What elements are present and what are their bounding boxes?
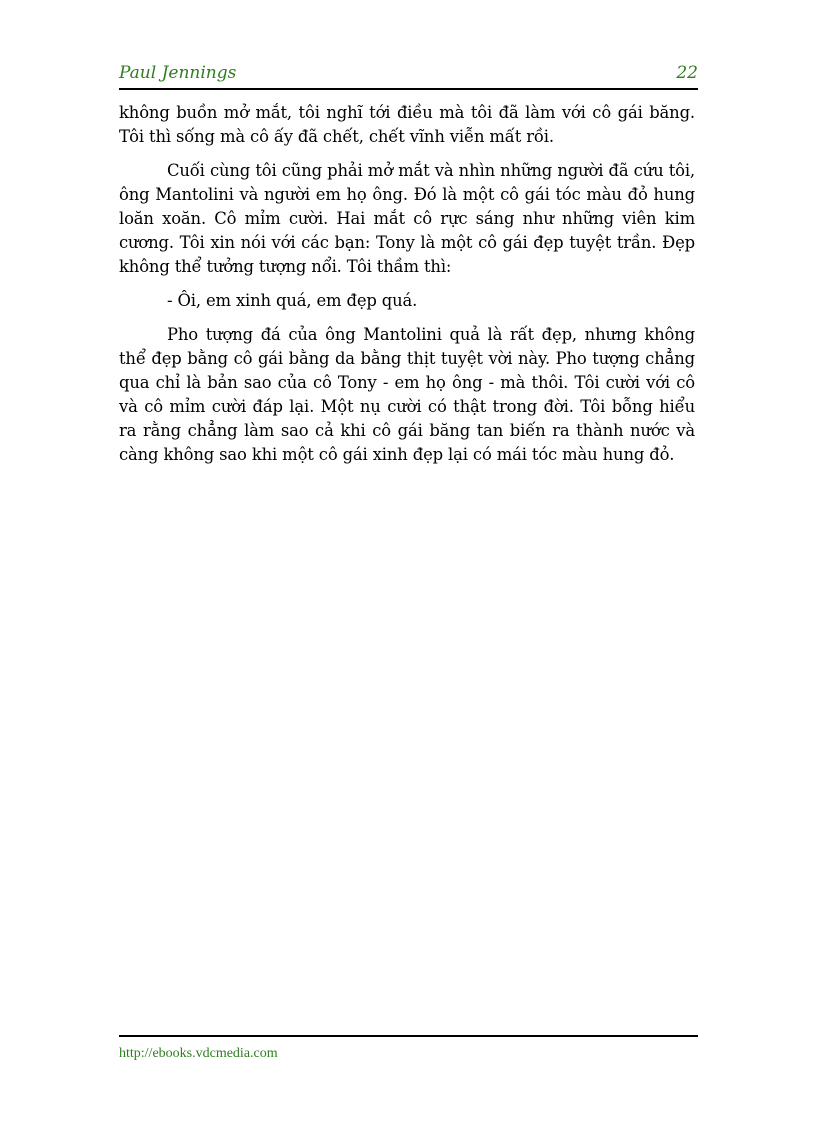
paragraph-1: không buồn mở mắt, tôi nghĩ tới điều mà tôi đã làm với cô gái băng. Tôi thì sống mà cô ấy đã chết, chết vĩnh viễn mất rồi. [119,103,695,146]
page-header [119,62,698,90]
page-number: 22 [676,63,698,83]
page-footer [119,1035,698,1061]
paragraph-3: - Ôi, em xinh quá, em đẹp quá. [167,291,418,310]
paragraph-2: Cuối cùng tôi cũng phải mở mắt và nhìn những người đã cứu tôi, ông Mantolini và người em họ ông. Đó là một cô gái tóc màu đỏ hung loăn xoăn. Cô mỉm cười. Hai mắt cô rực sáng như những viên kim cương. Tôi xin nói với các bạn: Tony là một cô gái đẹp tuyệt trần. Đẹp không thể tưởng tượng nổi. Tôi thầm thì: [119,161,695,276]
paragraph-4: Pho tượng đá của ông Mantolini quả là rất đẹp, nhưng không thể đẹp bằng cô gái bằng da bằng thịt tuyệt vời này. Pho tượng chẳng qua chỉ là bản sao của cô Tony - em họ ông - mà thôi. Tôi cười với cô và cô mỉm cười đáp lại. Một nụ cười có thật trong đời. Tôi bỗng hiểu ra rằng chẳng làm sao cả khi cô gái băng tan biến ra thành nước và càng không sao khi một cô gái xinh đẹp lại có mái tóc màu hung đỏ. [119,325,695,464]
footer-url-link[interactable]: http://ebooks.vdcmedia.com [119,1046,278,1061]
header-author: Paul Jennings [119,63,237,83]
body-text [119,101,695,477]
